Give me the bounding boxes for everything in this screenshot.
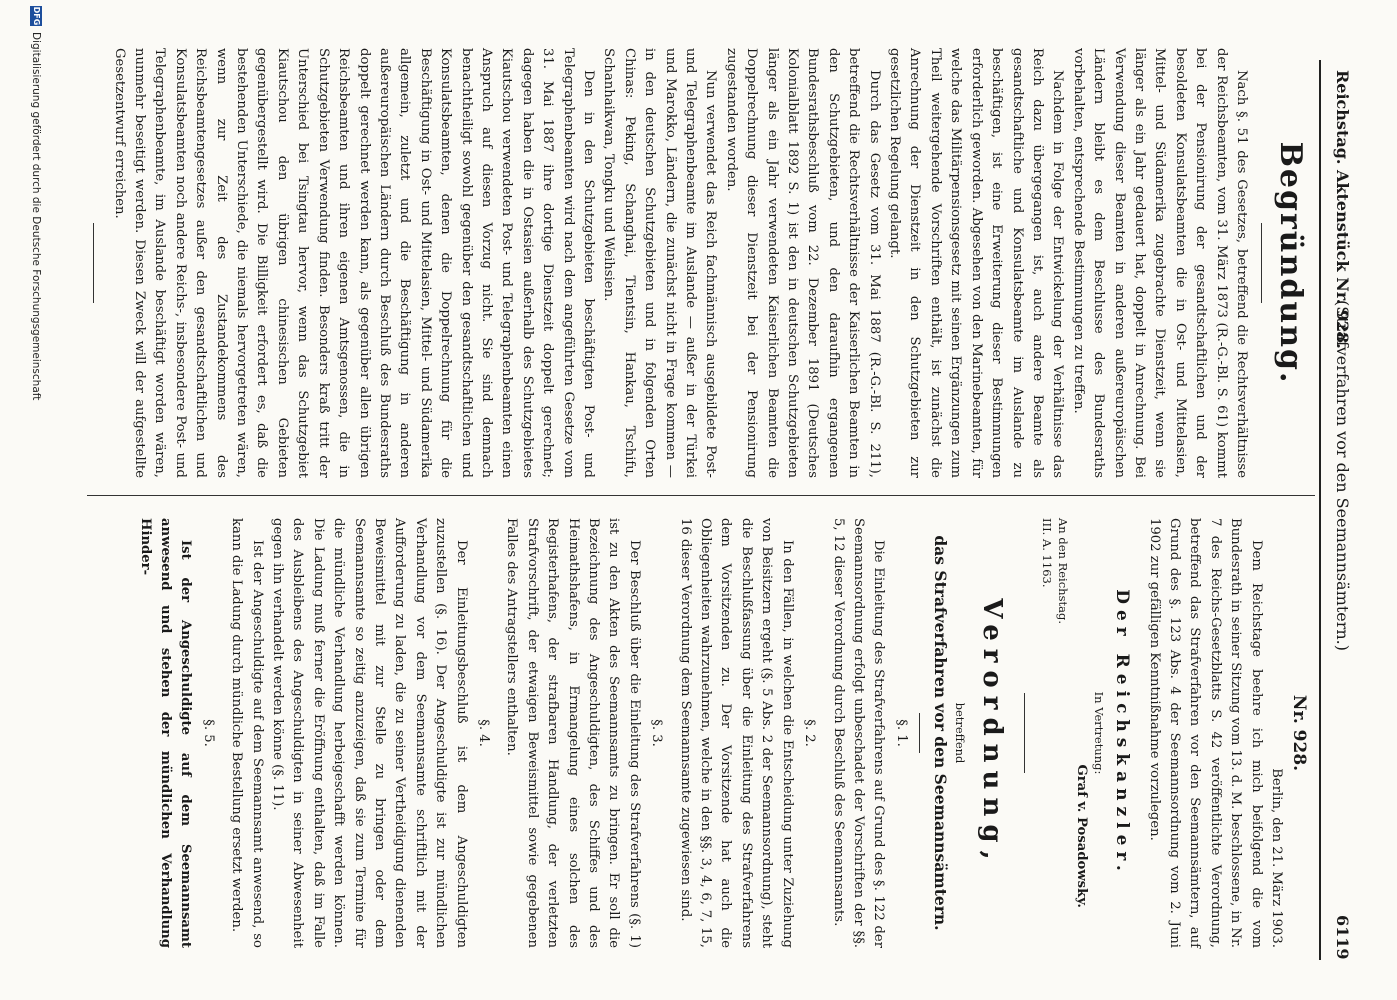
section-title-begruendung: Begründung. xyxy=(1273,141,1308,385)
header-rule xyxy=(1319,60,1321,960)
footer-text: Digitalisierung gefördert durch die Deutsche Forschungsgemeinschaft xyxy=(30,32,42,401)
section-text: Der Beschluß über die Einleitung des Strafverfahrens (§. 1) ist zu den Akten des Seemannsamts zu bringen. Er soll die Bezeichnung des Angeschuldigten, des Schiffes und des Heimathshafens, in Ermangelung eines solchen des Registerhafens, der strafbaren Handlung, der verletzten Strafvorschrift, der etwaigen Beweismittel sowie gegebenen Falles des Antragstellers enthalten. xyxy=(504,518,642,948)
section-number: §. 4. xyxy=(476,719,492,747)
section-number: §. 2. xyxy=(802,719,818,747)
digitization-footer xyxy=(18,0,42,1000)
section-text: In den Fällen, in welchen die Entscheidung unter Zuziehung von Beisitzern ergeht (§. 5 Abs. 2 der Seemannsordnung), steht die Beschlußfassung über die Einleitung des Strafverfahrens dem Vorsitzenden zu. Der Vorsitzende hat auch die Obliegenheiten wahrzunehmen, welche in den §§. 3, 4, 6, 7, 15, 16 dieser Verordnung dem Seemannsamte zugewiesen sind. xyxy=(677,518,795,948)
paragraph: Durch das Gesetz vom 31. Mai 1887 (R.-G.-Bl. S. 211), betreffend die Rechtsverhältnisse der Kaiserlichen Beamten in den Schutzgebieten, und den daraufhin ergangenen Bundesrathsbeschluß vom 22. Dezember 1891 (Deutsches Kolonialblatt 1892 S. 1) ist den in deutschen Schutzgebieten länger als ein Jahr verwendeten Kaiserlichen Beamten die Doppelrechnung dieser Dienstzeit bei der Pensionirung zugestanden worden. xyxy=(723,48,882,478)
section-text: Ist der Angeschuldigte auf dem Seemannsamt anwesend und stehen der mündlichen Verhandlung Hinder- xyxy=(137,518,194,948)
document-date: Berlin, den 21. März 1903. xyxy=(1269,768,1284,948)
section-number: §. 3. xyxy=(649,719,665,747)
signature-name: Graf v. Posadowsky. xyxy=(1074,764,1090,908)
section-number: §. 5. xyxy=(200,719,216,747)
paragraph: Den in den Schutzgebieten beschäftigten Post- und Telegraphenbeamten wird nach dem angeführten Gesetze vom 31. Mai 1887 ihre dortige Dienstzeit doppelt gerechnet; dagegen haben die in Ostasien außerhalb des Schutzgebietes Kiautschou verwendeten Post- und Telegraphenbeamten einen Anspruch auf diesen Vorzug nicht. Sie sind demnach benachtheiligt sowohl gegenüber den gesandtschaftlichen und Konsulatsbeamten, denen die Doppelrechnung für die Beschäftigung in Ost- und Mittelasien, Mittel- und Südamerika allgemein, zuletzt und die Beschäftigung in anderen außereuropäischen Ländern durch Beschluß des Bundesraths doppelt gerechnet werden kann, als gegenüber allen übrigen Reichsbeamten und ihren eigenen Amtsgenossen, die in Schutzgebieten Verwendung finden. Besonders kraß tritt der Unterschied bei Tsingtau hervor, wenn das Schutzgebiet Kiautschou den übrigen chinesischen Gebieten gegenübergestellt wird. Die Billigkeit erfordert es, daß die bestehenden Unterschiede, die niemals hervorgetreten wären, wenn zur Zeit des Zustandekommens des Reichsbeamtengesetzes außer den gesandtschaftlichen und Konsulatsbeamten noch andere Reichs-, insbesondere Post- und Telegraphenbeamte, im Auslande beschäftigt worden wären, nunmehr beseitigt werden. Diesen Zweck will der aufgestellte Gesetzentwurf erreichen. xyxy=(111,48,596,478)
title-separator xyxy=(1261,223,1262,303)
running-header-center: (Strafverfahren vor den Seemannsämtern.) xyxy=(1333,300,1352,651)
dfg-logo-icon: DFG xyxy=(32,6,41,26)
signature-deputy: In Vertretung: xyxy=(1092,691,1107,775)
separator xyxy=(1024,693,1025,773)
signature-title: Der Reichskanzler. xyxy=(1112,589,1133,877)
ordinance-title: Verordnung, xyxy=(976,598,1007,868)
page-number: 6119 xyxy=(1333,915,1352,960)
section-text: Die Einleitung des Strafverfahrens auf Grund des §. 122 der Seemannsordnung erfolgt unbeschadet der Vorschriften der §§. 5, 12 dieser Verordnung durch Beschluß des Seemannsamts. xyxy=(830,518,887,948)
column-begruendung xyxy=(79,48,1312,478)
intro-paragraph: Dem Reichstage beehre ich mich beifolgend die vom Bundesrath in seiner Sitzung vom 13. d. M. beschlossene, in Nr. 7 des Reichs-Gesetzblatts S. 42 veröffentlichte Verordnung, betreffend das Strafverfahren vor den Seemannsämtern, auf Grund des §. 123 Abs. 4 der Seemannsordnung vom 2. Juni 1902 zur gefälligen Kenntnißnahme vorzulegen. xyxy=(1146,518,1264,948)
ordinance-subtitle: betreffend xyxy=(952,702,967,764)
section-number: §. 1. xyxy=(893,719,909,747)
column-verordnung xyxy=(134,518,1312,948)
reference-number: III. A. 1163. xyxy=(1039,518,1054,588)
section-text: Der Einleitungsbeschluß ist dem Angeschuldigten zuzustellen (§. 16). Der Angeschuldigte ist zur mündlichen Verhandlung vor dem Seemannsamte schriftlich mit der Aufforderung zu laden, die zu seiner Vertheidigung dienenden Beweismittel mit zur Stelle zu bringen oder dem Seemannsamte so zeitig anzuzeigen, daß sie zum Termine für die mündliche Verhandlung herbeigeschafft werden können. Die Ladung muß ferner die Eröffnung enthalten, daß im Falle des Ausbleibens des Angeschuldigten in seiner Abwesenheit gegen ihn verhandelt werden könne (§. 11). xyxy=(269,518,469,948)
ordinance-subject: das Strafverfahren vor den Seemannsämtern. xyxy=(930,535,950,931)
section-text: Ist der Angeschuldigte auf dem Seemannsamt anwesend, so kann die Ladung durch mündliche Bestellung ersetzt werden. xyxy=(229,518,265,948)
column-rule xyxy=(87,495,1315,496)
separator xyxy=(919,713,920,753)
paragraph: Nachdem in Folge der Entwickelung der Verhältnisse das Reich dazu übergegangen ist, auch andere Beamte als gesandtschaftliche und Konsulatsbeamte im Auslande zu beschäftigen, ist eine Erweiterung dieser Bestimmungen erforderlich geworden. Abgesehen von den Marinebeamten, für welche das Militärpensionsgesetz mit seinen Ergänzungen zum Theil weitergehende Vorschriften enthält, ist zunächst die Anrechnung der Dienstzeit in den Schutzgebieten zur gesetzlichen Regelung gelangt. xyxy=(887,48,1066,478)
end-separator xyxy=(93,223,94,303)
paragraph: Nun verwendet das Reich fachmännisch ausgebildete Post- und Telegraphenbeamte im Auslande — außer in der Türkei und Marokko, Ländern, die zunächst nicht in Frage kommen — in den deutschen Schutzgebieten und in folgenden Orten Chinas: Peking, Schanghai, Tientsin, Hankau, Tschifu, Schanhaikwan, Tongku und Weihsien. xyxy=(601,48,719,478)
document-number: Nr. 928. xyxy=(1289,694,1309,772)
running-header-left: Reichstag. Aktenstück Nr. 928. xyxy=(1333,70,1352,349)
addressee: An den Reichstag. xyxy=(1055,518,1070,624)
paragraph: Nach §. 51 des Gesetzes, betreffend die Rechtsverhältnisse der Reichsbeamten, vom 31. März 1873 (R.-G.-Bl. S. 61) kommt bei der Pensionirung der gesandtschaftlichen und der besoldeten Konsulatsbeamten die in Ost- und Mittelasien, Mittel- und Südamerika zugebrachte Dienstzeit, wenn sie länger als ein Jahr gedauert hat, doppelt in Anrechnung. Bei Verwendung dieser Beamten in anderen außereuropäischen Ländern bleibt es dem Beschlusse des Bundesraths vorbehalten, entsprechende Bestimmungen zu treffen. xyxy=(1070,48,1249,478)
